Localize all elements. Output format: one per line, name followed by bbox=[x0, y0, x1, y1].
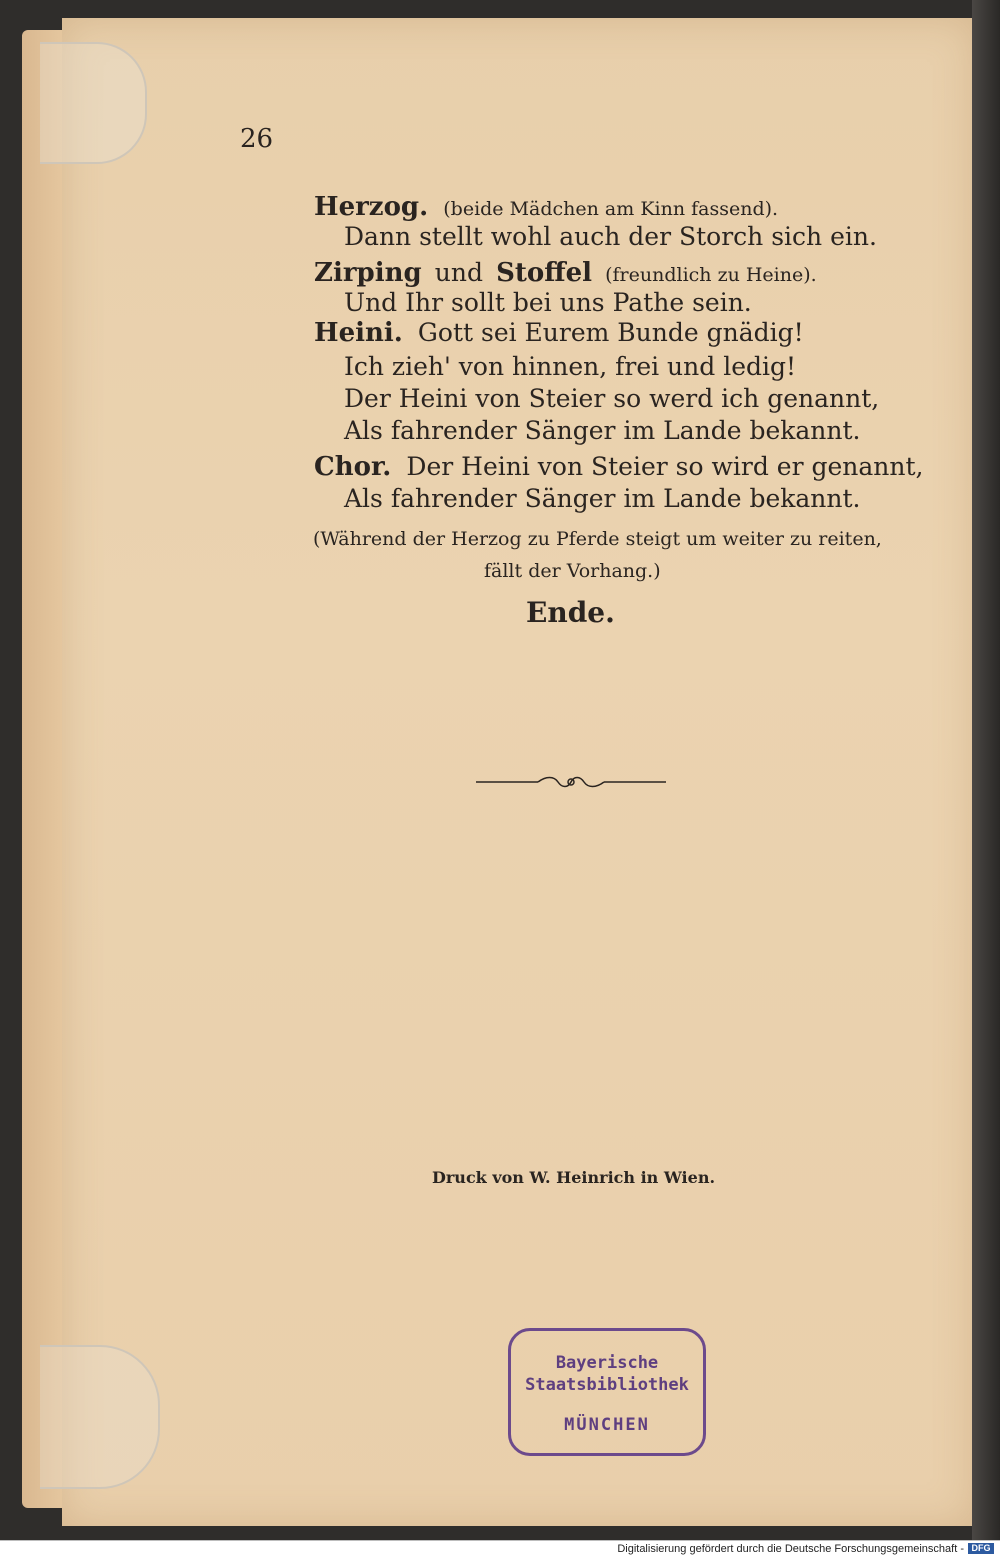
stamp-line-1: Bayerische bbox=[555, 1353, 659, 1373]
text-line-heini bbox=[314, 318, 804, 348]
speaker-stoffel: Stoffel bbox=[496, 258, 592, 288]
stage-note-herzog: (beide Mädchen am Kinn fassend). bbox=[443, 198, 779, 220]
speaker-chor: Chor. bbox=[314, 452, 392, 482]
end-label: Ende. bbox=[526, 596, 615, 629]
stamp-line-2: Staatsbibliothek bbox=[525, 1375, 689, 1395]
verse-line-dann: Dann stellt wohl auch der Storch sich ein. bbox=[344, 222, 877, 251]
verse-line-saenger-1: Als fahrender Sänger im Lande bekannt. bbox=[344, 416, 861, 445]
printer-note: Druck von W. Heinrich in Wien. bbox=[432, 1168, 716, 1187]
verse-line-werd: Der Heini von Steier so werd ich genannt, bbox=[344, 384, 880, 413]
book-cover-edge bbox=[972, 0, 1000, 1540]
page-number: 26 bbox=[240, 124, 274, 154]
stamp-line-3: MÜNCHEN bbox=[564, 1415, 650, 1435]
verse-line-wird: Der Heini von Steier so wird er genannt, bbox=[406, 452, 924, 481]
library-stamp bbox=[508, 1328, 706, 1456]
bottom-paper-clip bbox=[40, 1345, 160, 1489]
text-line-1 bbox=[314, 192, 778, 222]
ornament-divider bbox=[476, 772, 666, 792]
dfg-logo: DFG bbox=[968, 1543, 994, 1554]
stage-direction-line-1: (Während der Herzog zu Pferde steigt um weiter zu reiten, bbox=[313, 528, 882, 550]
speaker-zirping: Zirping bbox=[314, 258, 422, 288]
verse-line-saenger-2: Als fahrender Sänger im Lande bekannt. bbox=[344, 484, 861, 513]
speaker-heini: Heini. bbox=[314, 318, 403, 348]
verse-line-pathe: Und Ihr sollt bei uns Pathe sein. bbox=[344, 288, 752, 317]
speaker-herzog: Herzog. bbox=[314, 192, 429, 222]
verse-line-gott: Gott sei Eurem Bunde gnädig! bbox=[417, 318, 804, 347]
top-paper-clip bbox=[40, 42, 147, 164]
joiner-und: und bbox=[434, 258, 484, 287]
text-line-zirping bbox=[314, 258, 817, 288]
text-line-chor bbox=[314, 452, 923, 482]
footer-credit: Digitalisierung gefördert durch die Deutsche Forschungsgemeinschaft - bbox=[617, 1543, 964, 1555]
verse-line-ich: Ich zieh' von hinnen, frei und ledig! bbox=[344, 352, 797, 381]
stage-direction-line-2: fällt der Vorhang.) bbox=[484, 560, 661, 582]
stage-note-stoffel: (freundlich zu Heine). bbox=[605, 264, 817, 286]
